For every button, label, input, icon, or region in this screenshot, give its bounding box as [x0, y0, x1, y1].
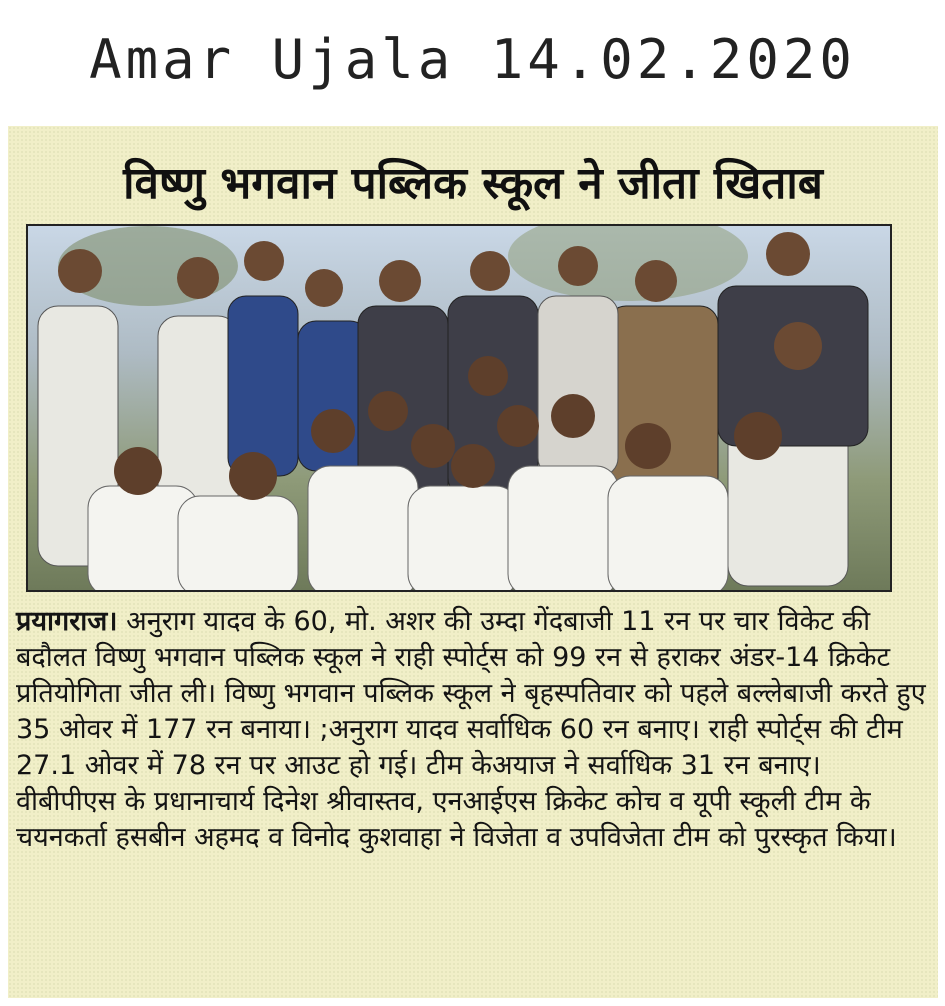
newspaper-clipping — [8, 126, 938, 998]
dateline: प्रयागराज। — [16, 606, 118, 637]
source-label: Amar Ujala 14.02.2020 — [89, 28, 856, 91]
article-body — [16, 604, 926, 856]
team-photo — [26, 224, 892, 592]
team-photo-illustration — [28, 226, 890, 590]
headline: विष्णु भगवान पब्लिक स्कूल ने जीता खिताब — [123, 158, 823, 209]
article-text: अनुराग यादव के 60, मो. अशर की उम्दा गेंदबाजी 11 रन पर चार विकेट की बदौलत विष्णु भगवान पब्लिक स्कूल ने राही स्पोर्ट्स को 99 रन से हराकर अंडर-14 क्रिकेट प्रतियोगिता जीत ली। विष्णु भगवान पब्लिक स्कूल ने बृहस्पतिवार को पहले बल्लेबाजी करते हुए 35 ओवर में 177 रन बनाया। ;अनुराग यादव सर्वाधिक 60 रन बनाए। राही स्पोर्ट्स की टीम 27.1 ओवर में 78 रन पर आउट हो गई। टीम केअयाज ने सर्वाधिक 31 रन बनाए। वीबीपीएस के प्रधानाचार्य दिनेश श्रीवास्तव, एनआईएस क्रिकेट कोच व यूपी स्कूली टीम के चयनकर्ता हसबीन अहमद व विनोद कुशवाहा ने विजेता व उपविजेता टीम को पुरस्कृत किया। — [16, 606, 926, 853]
